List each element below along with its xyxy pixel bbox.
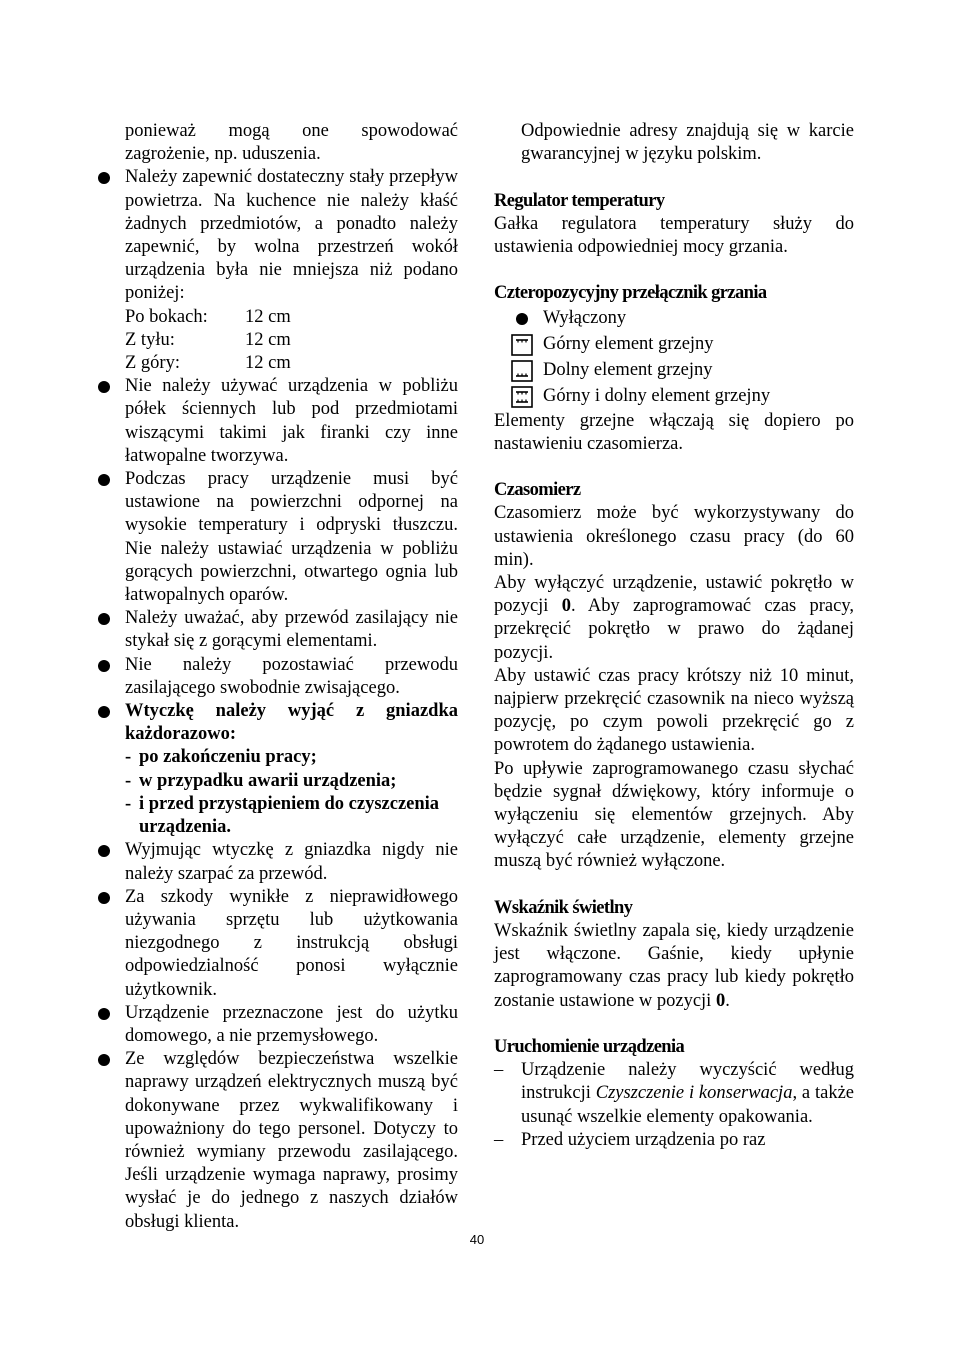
unplug-item-text: po zakończeniu pracy; [139, 747, 317, 768]
bullet-repairs [96, 1048, 458, 1234]
bullet-cord-hot [96, 607, 458, 653]
temperature-text: Gałka regulatora temperatury służy do ustawienia odpowiedniej mocy grzania. [494, 213, 854, 257]
clearance-row [125, 306, 458, 329]
switch-option-top [494, 332, 854, 358]
bullet-icon [98, 474, 110, 486]
clearance-row [125, 352, 458, 375]
bullet-plug-pull [96, 839, 458, 885]
right-column [494, 120, 854, 1152]
bullet-text: Należy zapewnić dostateczny stały przepływ powietrza. Na kuchence nie należy kłaść żadnych przedmiotów, a ponadto należy zapewnić, by wolna przestrzeń wokół urządzenia była nie mniejsza niż podano poniżej: [125, 167, 458, 304]
bullet-airflow [96, 166, 458, 305]
timer-paragraph-2: Aby wyłączyć urządzenie, ustawić pokrętło w pozycji 0. Aby zaprogramować czas pracy, przekręcić pokrętło w prawo do żądanej pozycji. [494, 573, 855, 663]
bullet-icon [98, 660, 110, 672]
clearance-label: Po bokach: [125, 306, 208, 327]
switch-option-label: Wyłączony [543, 307, 627, 328]
bullet-icon [98, 1054, 110, 1066]
startup-item: – Urządzenie należy wyczyścić według instrukcji Czyszczenie i konserwacja, a także usunąć wszelkie elementy opakowania. [494, 1060, 854, 1127]
switch-note: Elementy grzejne włączają się dopiero po nastawieniu czasomierza. [494, 410, 854, 454]
top-heating-icon [511, 334, 533, 356]
unplug-item-text: i przed przystąpieniem do czyszczenia urządzenia. [139, 793, 440, 838]
bullet-household [96, 1002, 458, 1048]
unplug-item-text: w przypadku awarii urządzenia; [139, 770, 397, 791]
section-title-timer: Czasomierz [494, 480, 581, 501]
dot-icon [516, 313, 528, 325]
bottom-heating-icon [511, 360, 533, 382]
clearance-row [125, 329, 458, 352]
indicator-text: Wskaźnik świetlny zapala się, kiedy urządzenie jest włączone. Gaśnie, kiedy upłynie zaprogramowany czas pracy lub kiedy pokrętło zostanie ustawione w pozycji 0. [494, 921, 854, 1011]
timer-paragraph-1: Czasomierz może być wykorzystywany do ustawienia określonego czasu pracy (do 60 min). [494, 503, 854, 570]
bullet-icon [98, 845, 110, 857]
unplug-item: - i przed przystąpieniem do czyszczenia urządzenia. [125, 793, 440, 838]
bullet-icon [98, 172, 110, 184]
intro-paragraph: ponieważ mogą one spowodować zagrożenie, np. uduszenia. [125, 121, 458, 165]
switch-option-label: Dolny element grzejny [543, 359, 713, 380]
bullet-shelves [96, 375, 458, 468]
bullet-text: Wyjmując wtyczkę z gniazdka nigdy nie należy szarpać za przewód. [125, 840, 458, 884]
bullet-text: Podczas pracy urządzenie musi być ustawione na powierzchni odpornej na wysokie temperatury i odpryski tłuszczu. Nie należy ustawiać urządzenia w pobliżu gorących powierzchni, otwartego ognia lub łatwopalnych oparów. [125, 469, 458, 606]
bullet-unplug [96, 700, 458, 746]
bullet-liability [96, 886, 458, 1002]
top-bottom-heating-icon [511, 386, 533, 408]
bullet-icon [98, 613, 110, 625]
clearance-value: 12 cm [245, 306, 291, 327]
bullet-surface [96, 468, 458, 607]
timer-paragraph-3: Aby ustawić czas pracy krótszy niż 10 minut, najpierw przekręcić czasownik na nieco wyższą pozycję, po czym powoli przekręcić go z powrotem do żądanego ustawienia. [494, 665, 854, 756]
section-title-temperature: Regulator temperatury [494, 190, 665, 211]
clearance-label: Z góry: [125, 353, 180, 374]
bullet-icon [98, 706, 110, 718]
bullet-text: Ze względów bezpieczeństwa wszelkie naprawy urządzeń elektrycznych muszą być dokonywane przez wykwalifikowany i upoważniony do tego personel. Dotyczy to również wymiany przewodu zasilającego. Jeśli urządzenie wymaga naprawy, prosimy wysłać je do jednego z naszych działów obsługi klienta. [125, 1049, 458, 1232]
bullet-text: Nie należy pozostawiać przewodu zasilającego swobodnie zwisającego. [125, 654, 458, 698]
left-column [96, 120, 458, 1234]
bullet-icon [98, 892, 110, 904]
section-title-switch: Czteropozycyjny przełącznik grzania [494, 283, 767, 304]
bullet-icon [98, 381, 110, 393]
clearance-value: 12 cm [245, 329, 291, 350]
section-title-startup: Uruchomienie urządzenia [494, 1037, 685, 1058]
page-number: 40 [469, 1232, 485, 1247]
clearance-value: 12 cm [245, 353, 291, 374]
bullet-text: Urządzenie przeznaczone jest do użytku domowego, a nie przemysłowego. [125, 1002, 458, 1046]
bullet-icon [98, 1008, 110, 1020]
continued-paragraph: Odpowiednie adresy znajdują się w karcie gwarancyjnej w języku polskim. [521, 121, 854, 165]
startup-item: – Przed użyciem urządzenia po raz [494, 1129, 766, 1150]
bullet-text: Należy uważać, aby przewód zasilający nie stykał się z gorącymi elementami. [125, 608, 458, 652]
bullet-cord-hanging [96, 654, 458, 700]
bullet-text: Za szkody wynikłe z nieprawidłowego używania sprzętu lub użytkowania niezgodnego z instrukcją obsługi odpowiedzialność ponosi wyłącznie użytkownik. [125, 886, 458, 1000]
switch-option-bottom [494, 358, 854, 384]
clearance-table [96, 306, 458, 376]
switch-option-top-bottom [494, 384, 854, 410]
switch-option-label: Górny element grzejny [543, 333, 714, 354]
unplug-item: - w przypadku awarii urządzenia; [125, 770, 397, 791]
clearance-label: Z tyłu: [125, 329, 175, 350]
unplug-item: - po zakończeniu pracy; [125, 747, 317, 768]
bullet-text: Nie należy używać urządzenia w pobliżu półek ściennych lub pod przedmiotami wiszącymi takimi jak firanki czy inne łatwopalne tworzywa. [125, 376, 458, 466]
timer-paragraph-4: Po upływie zaprogramowanego czasu słychać będzie sygnał dźwiękowy, który informuje o wyłączeniu się elementów grzejnych. Aby wyłączyć całe urządzenie, elementy grzejne muszą być również wyłączone. [494, 758, 854, 872]
switch-option-off [494, 306, 854, 332]
bullet-text: Wtyczkę należy wyjąć z gniazdka każdorazowo: [125, 701, 458, 745]
section-title-indicator: Wskaźnik świetlny [494, 897, 633, 918]
switch-option-label: Górny i dolny element grzejny [543, 385, 771, 406]
